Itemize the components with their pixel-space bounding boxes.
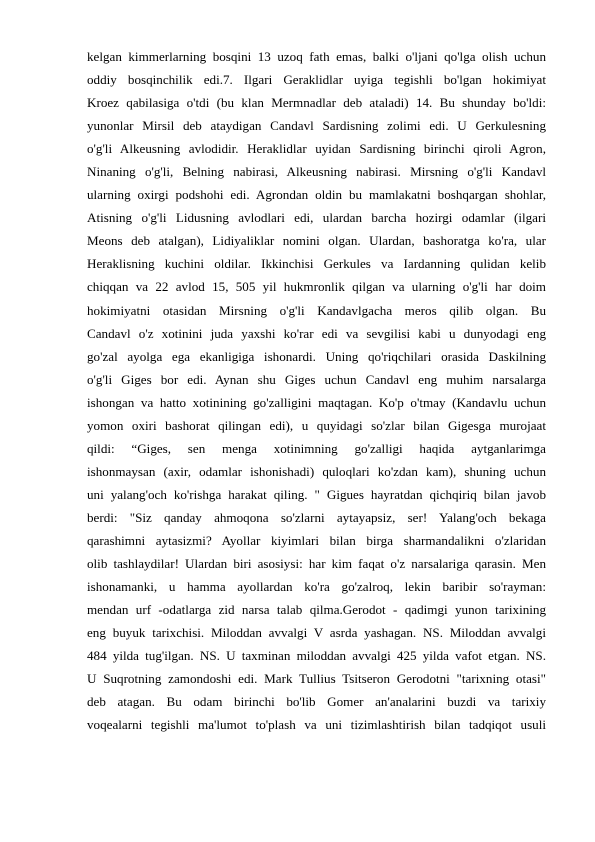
text-line: qarashimni aytasizmi? Ayollar kiyimlari bilan birga sharmandalikni o'zlaridan — [87, 532, 546, 548]
text-line: Meons deb atalgan), Lidiyaliklar nomini olgan. Ulardan, bashoratga ko'ra, ular — [87, 233, 546, 249]
text-line: chiqqan va 22 avlod 15, 505 yil hukmronlik qilgan va ularning o'g'li har doim — [87, 279, 546, 295]
text-line: o'g'li Alkeusning avlodidir. Heraklidlar uyidan Sardisning birinchi qiroli Agron, — [87, 141, 546, 157]
text-line: 484 yilda tug'ilgan. NS. U taxminan miloddan avvalgi 425 yilda vafot etgan. NS. — [87, 648, 546, 664]
text-line: U Suqrotning zamondoshi edi. Mark Tullius Tsitseron Gerodotni "tarixning otasi" — [87, 671, 546, 687]
text-line: oddiy bosqinchilik edi.7. Ilgari Geraklidlar uyiga tegishli bo'lgan hokimiyat — [87, 72, 546, 88]
text-line: ishonamanki, u hamma ayollardan ko'ra go'zalroq, lekin baribir so'rayman: — [87, 579, 546, 595]
text-line: Heraklisning kuchini oldilar. Ikkinchisi Gerkules va Iardanning qulidan kelib — [87, 256, 546, 272]
text-line: hokimiyatni otasidan Mirsning o'g'li Kandavlgacha meros qilib olgan. Bu — [87, 302, 546, 318]
text-line: yunonlar Mirsil deb ataydigan Candavl Sardisning zolimi edi. U Gerkulesning — [87, 118, 546, 134]
text-line: Ninaning o'g'li, Belning nabirasi, Alkeusning nabirasi. Mirsning o'g'li Kandavl — [87, 164, 546, 180]
text-line: deb atagan. Bu odam birinchi bo'lib Gomer an'analarini buzdi va tarixiy — [87, 694, 546, 710]
text-line: eng buyuk tarixchisi. Miloddan avvalgi V asrda yashagan. NS. Miloddan avvalgi — [87, 625, 546, 641]
text-line: o'g'li Giges bor edi. Aynan shu Giges uchun Candavl eng muhim narsalarga — [87, 371, 546, 387]
text-line: olib tashlaydilar! Ulardan biri asosiysi: har kim faqat o'z narsalariga qarasin. Men — [87, 556, 546, 572]
text-line: berdi: "Siz qanday ahmoqona so'zlarni aytayapsiz, ser! Yalang'och bekaga — [87, 509, 546, 525]
text-line: go'zal ayolga ega ekanligiga ishonardi. Uning qo'riqchilari orasida Daskilning — [87, 348, 546, 364]
text-line: uni yalang'och ko'rishga harakat qiling. " Gigues hayratdan qichqiriq bilan javob — [87, 486, 546, 502]
text-line: Atisning o'g'li Lidusning avlodlari edi, ulardan barcha hozirgi odamlar (ilgari — [87, 210, 546, 226]
text-line: Kroez qabilasiga o'tdi (bu klan Mermnadlar deb ataladi) 14. Bu shunday bo'ldi: — [87, 95, 546, 111]
text-line: mendan urf -odatlarga zid narsa talab qilma.Gerodot - qadimgi yunon tarixining — [87, 602, 546, 618]
text-line: ishonmaysan (axir, odamlar ishonishadi) quloqlari ko'zdan kam), shuning uchun — [87, 463, 546, 479]
text-line: yomon oxiri bashorat qilingan edi), u quyidagi so'zlar bilan Gigesga murojaat — [87, 417, 546, 433]
text-line: kelgan kimmerlarning bosqini 13 uzoq fath emas, balki o'ljani qo'lga olish uchun — [87, 49, 546, 64]
text-line: ularning oxirgi podshohi edi. Agrondan oldin bu mamlakatni boshqargan shohlar, — [87, 187, 546, 203]
text-line: voqealarni tegishli ma'lumot to'plash va uni tizimlashtirish bilan tadqiqot usuli — [87, 717, 546, 733]
text-line: ishongan va hatto xotinining go'zalligini maqtagan. Ko'p o'tmay (Kandavlu uchun — [87, 394, 546, 410]
text-line: Candavl o'z xotinini juda yaxshi ko'rar edi va sevgilisi kabi u dunyodagi eng — [87, 325, 546, 341]
body-text — [87, 45, 546, 736]
text-line: qildi: “Giges, sen menga xotinimning go'zalligi haqida aytganlarimga — [87, 440, 546, 456]
